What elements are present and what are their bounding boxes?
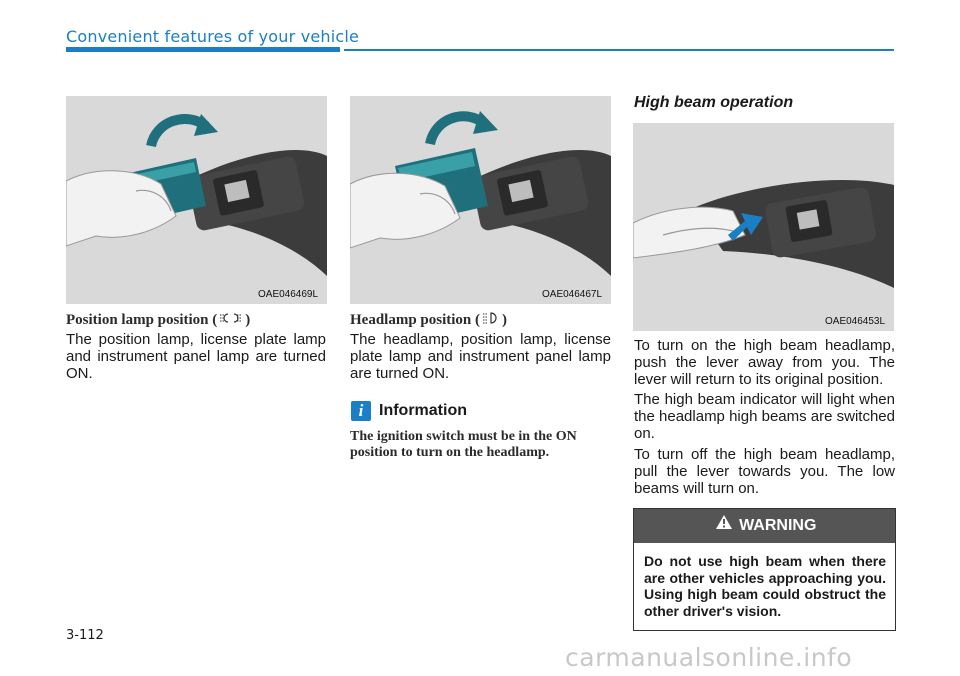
header-rule-thick [66, 47, 340, 52]
information-icon: i [351, 401, 371, 421]
figure-position-lamp [66, 96, 327, 304]
warning-body: Do not use high beam when there are other vehicles approaching you. Using high beam could obstruct the other driver's vision. [644, 553, 886, 619]
headlamp-body: The headlamp, position lamp, license plate lamp and instrument panel lamp are turned ON. [350, 331, 611, 382]
position-lamp-body: The position lamp, license plate lamp and instrument panel lamp are turned ON. [66, 331, 326, 382]
warning-header [634, 509, 895, 543]
high-beam-heading: High beam operation [634, 94, 794, 111]
page-header-title: Convenient features of your vehicle [66, 27, 360, 46]
figure-code: OAE046453L [825, 316, 886, 327]
information-body: The ignition switch must be in the ON position to turn on the headlamp. [350, 429, 577, 460]
figure-high-beam [633, 123, 894, 331]
headlamp-heading: Headlamp position ( ) [350, 311, 507, 330]
figure-code: OAE046469L [258, 289, 319, 300]
lever-illustration-1 [66, 96, 327, 304]
lever-illustration-3 [633, 123, 894, 331]
headlamp-icon [482, 311, 500, 330]
header-rule-thin [344, 49, 894, 51]
position-lamp-icon [219, 311, 243, 330]
high-beam-para-2: The high beam indicator will light when the headlamp high beams are switched on. [634, 391, 895, 442]
warning-box [633, 508, 896, 631]
figure-code: OAE046467L [542, 289, 603, 300]
figure-headlamp [350, 96, 611, 304]
warning-triangle-icon [715, 509, 733, 543]
watermark: carmanualsonline.info [565, 643, 853, 672]
page-number: 3-112 [66, 628, 104, 643]
position-lamp-heading: Position lamp position ( ) [66, 311, 250, 330]
high-beam-para-1: To turn on the high beam headlamp, push the lever away from you. The lever will return to its original position. [634, 337, 895, 388]
information-title: Information [379, 402, 467, 419]
lever-illustration-2 [350, 96, 611, 304]
warning-title: WARNING [739, 517, 817, 535]
high-beam-para-3: To turn off the high beam headlamp, pull the lever towards you. The low beams will turn on. [634, 446, 895, 497]
